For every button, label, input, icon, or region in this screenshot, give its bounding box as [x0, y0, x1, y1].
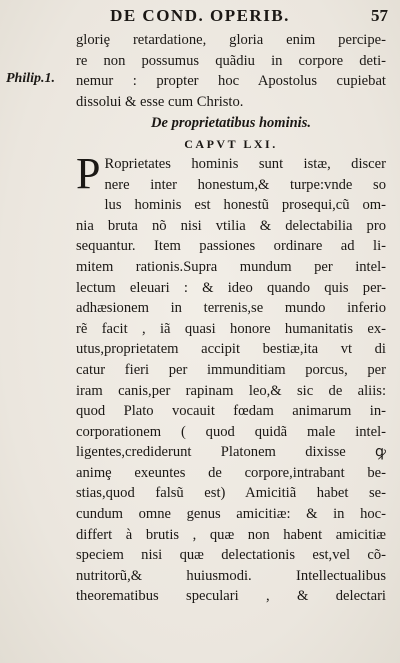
text-line: theorematibus speculari , & delectari — [76, 588, 386, 605]
body-text — [76, 30, 386, 607]
text-line: nere inter honestum,& turpe:vnde so — [104, 176, 386, 193]
text-line: mitem rationis.Supra mundum per intel- — [76, 258, 386, 275]
section-title: De proprietatibus hominis. — [151, 115, 311, 132]
chapter-opening — [76, 148, 386, 198]
text-line: nemur : propter hoc Apostolus cupiebat — [76, 73, 386, 90]
text-line: utus,proprietatem accipit bestiæ,ita vt di — [76, 341, 386, 358]
text-line: gloriȩ retardatione, gloria enim percipe- — [76, 32, 386, 48]
text-line: cundum omne genus amicitiæ: & in hoc- — [76, 506, 386, 523]
text-line: re non possumus quãdiu in corpore deti- — [76, 52, 386, 69]
text-line: nia bruta nõ nisi vtilia & delectabilia pro — [76, 217, 386, 234]
text-line: lectum eleuari : & ideo quando quis per- — [76, 279, 386, 296]
text-line: speciem nisi quæ delectationis est,vel cõ- — [76, 547, 386, 564]
text-line: nutritorũ,& huiusmodi. Intellectualibus — [76, 567, 386, 584]
text-line: dissolui & esse cum Christo. — [76, 93, 244, 110]
text-line: rẽ facit , iã quasi honore humanitatis ex- — [76, 320, 386, 337]
text-line: Roprietates hominis sunt istæ, discer — [104, 155, 386, 172]
text-line: lus hominis est honestũ prosequi,cũ om- — [104, 197, 386, 214]
page-number: 57 — [371, 6, 388, 25]
text-line: differt à brutis , quæ non habent amicitiæ — [76, 526, 386, 543]
running-head: DE COND. OPERIB. — [110, 6, 290, 25]
text-line: adhæsionem in terrenis,se mundo inferio — [76, 300, 386, 317]
text-line: iram canis,per rapinam leo,& sic de aliis: — [76, 382, 386, 399]
text-line: quod Plato vocauit fœdam animarum in- — [76, 403, 386, 420]
text-line: stias,quod falsũ est) Amicitiã habet se- — [76, 485, 386, 502]
text-line: corporationem ( quod quidã male intel- — [76, 423, 386, 440]
text-line: animȩ exeuntes de corpore,intrabant be- — [76, 464, 386, 481]
text-line: sequantur. Item passiones ordinare ad li- — [76, 238, 386, 255]
margin-note: Philip.1. — [6, 71, 56, 86]
drop-cap: P — [76, 148, 101, 198]
text-line: catur fieri per immunditiam porcus, per — [76, 361, 386, 378]
chapter-heading: CAPVT LXI. — [184, 136, 278, 151]
text-line: ligentes,crediderunt Platonem dixisse ꝙ — [76, 444, 386, 461]
